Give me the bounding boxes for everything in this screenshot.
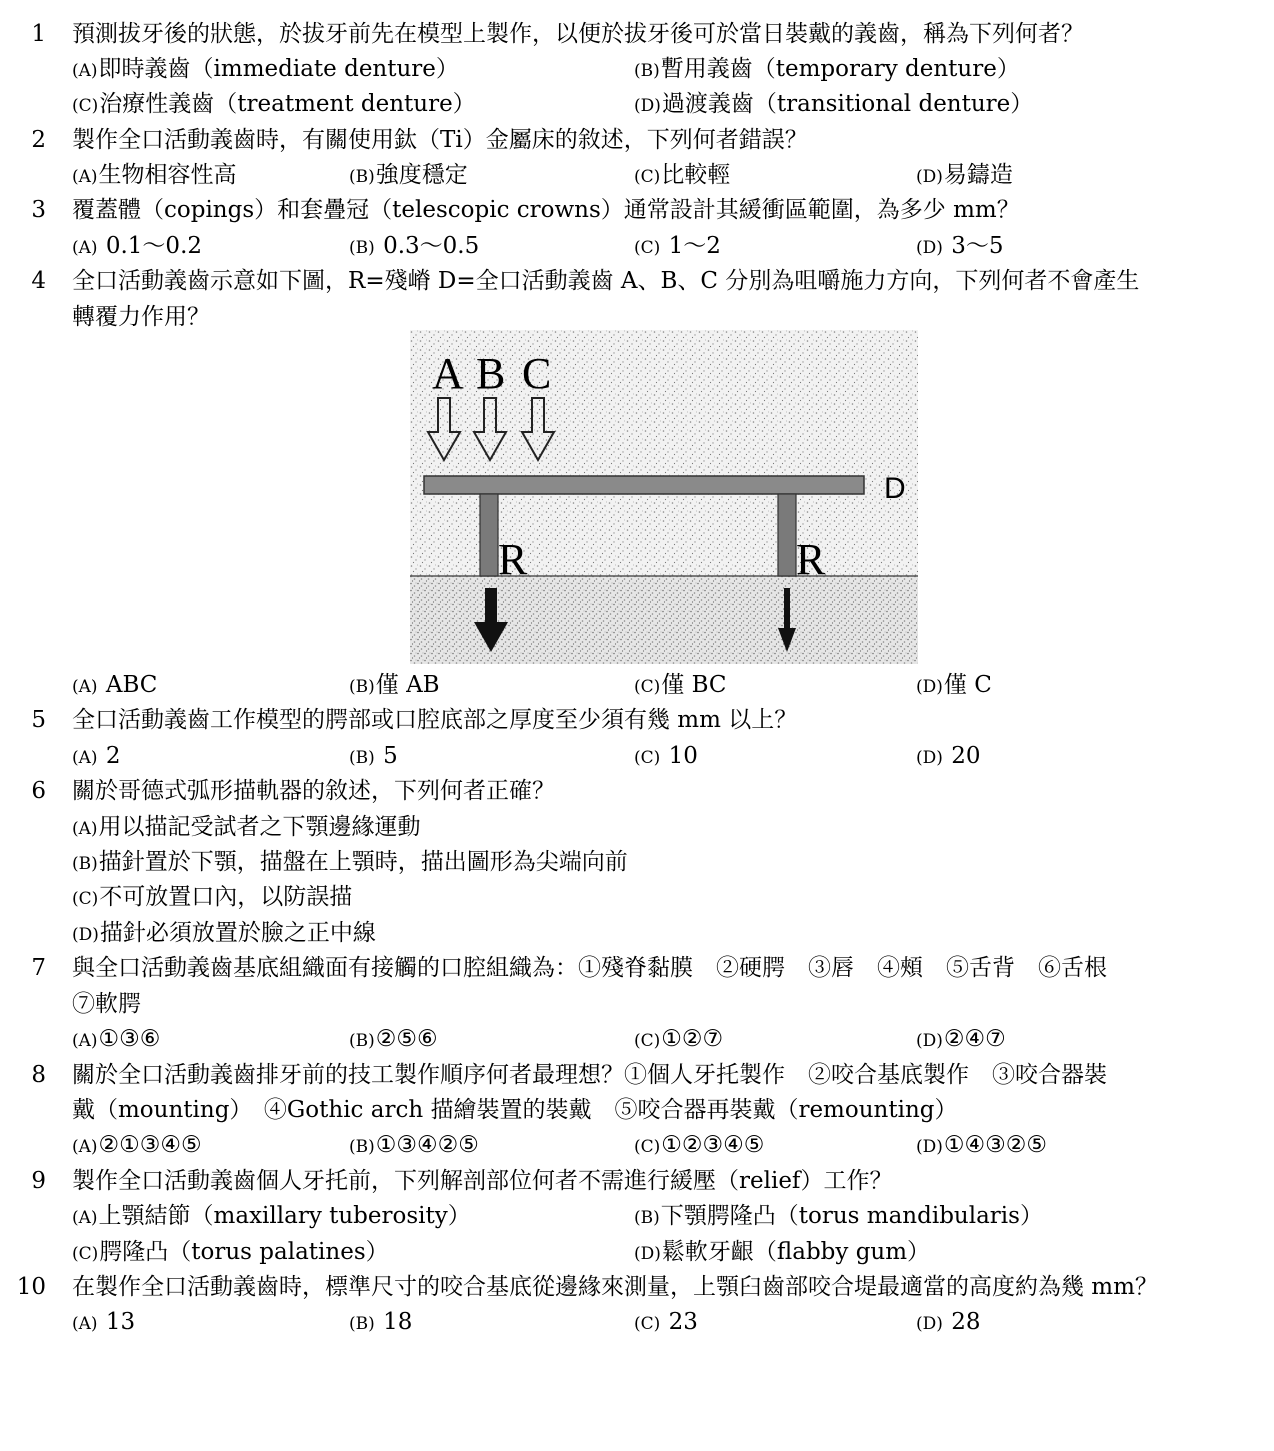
option-c[interactable]: (C)①②⑦ [634,1026,724,1052]
question-stem-continued: 戴（mounting） ④Gothic arch 描繪裝置的裝戴 ⑤咬合器再裝戴（remounting） [72,1097,958,1123]
option-b[interactable]: (B) 18 [349,1309,413,1335]
question-number: 4 [31,268,46,294]
option-b[interactable]: (B) 0.3～0.5 [349,233,480,259]
option-d[interactable]: (D) 20 [916,743,981,769]
question-stem: 製作全口活動義齒時，有關使用鈦（Ti）金屬床的敘述，下列何者錯誤？ [72,127,808,153]
option-a[interactable]: (A)①③⑥ [72,1026,161,1052]
question-stem-continued: ⑦軟腭 [72,991,141,1017]
option-c[interactable]: (C) 23 [634,1309,698,1335]
option-d[interactable]: (D) 3～5 [916,233,1004,259]
question-stem: 關於全口活動義齒排牙前的技工製作順序何者最理想？①個人牙托製作 ②咬合基底製作 ③咬合器裝 [72,1062,1107,1088]
option-a[interactable]: (A)生物相容性高 [72,162,237,188]
denture-force-diagram [410,330,918,664]
question-stem: 與全口活動義齒基底組織面有接觸的口腔組織為：①殘脊黏膜 ②硬腭 ③唇 ④頰 ⑤舌背 ⑥舌根 [72,955,1107,981]
label-a: A [432,349,464,398]
option-d[interactable]: (D)僅 C [916,672,992,698]
question-stem: 全口活動義齒示意如下圖，R=殘嵴 D=全口活動義齒 A、B、C 分別為咀嚼施力方向，下列何者不會產生 [72,268,1140,294]
question-stem-continued: 轉覆力作用？ [72,304,210,330]
option-c[interactable]: (C)比較輕 [634,162,731,188]
option-c[interactable]: (C)治療性義齒（treatment denture） [72,91,476,117]
option-d[interactable]: (D)②④⑦ [916,1026,1006,1052]
option-d[interactable]: (D)過渡義齒（transitional denture） [634,91,1034,117]
question-stem: 全口活動義齒工作模型的腭部或口腔底部之厚度至少須有幾 mm 以上？ [72,707,798,733]
option-a[interactable]: (A) 13 [72,1309,136,1335]
option-a[interactable]: (A)②①③④⑤ [72,1132,202,1158]
option-b[interactable]: (B) 5 [349,743,398,769]
option-d[interactable]: (D)①④③②⑤ [916,1132,1048,1158]
option-b[interactable]: (B)下顎腭隆凸（torus mandibularis） [634,1203,1043,1229]
option-b[interactable]: (B)②⑤⑥ [349,1026,438,1052]
option-a[interactable]: (A)即時義齒（immediate denture） [72,56,459,82]
option-c[interactable]: (C)僅 BC [634,672,727,698]
ridge-left [480,494,498,576]
option-a[interactable]: (A) 0.1～0.2 [72,233,203,259]
option-b[interactable]: (B)僅 AB [349,672,440,698]
label-r-right: R [796,535,826,584]
option-c[interactable]: (C)腭隆凸（torus palatines） [72,1239,389,1265]
question-number: 1 [31,21,46,47]
question-number: 7 [31,955,46,981]
option-d[interactable]: (D) 28 [916,1309,981,1335]
question-number: 5 [31,707,46,733]
question-number: 10 [16,1274,46,1300]
question-stem: 在製作全口活動義齒時，標準尺寸的咬合基底從邊緣來測量，上顎臼齒部咬合堤最適當的高度約為幾 mm？ [72,1274,1158,1300]
option-c[interactable]: (C) 1～2 [634,233,721,259]
question-number: 6 [31,778,46,804]
question-stem: 預測拔牙後的狀態，於拔牙前先在模型上製作，以便於拔牙後可於當日裝戴的義齒，稱為下列何者？ [72,21,1084,47]
question-number: 2 [31,127,46,153]
option-d[interactable]: (D)鬆軟牙齦（flabby gum） [634,1239,931,1265]
question-stem: 製作全口活動義齒個人牙托前，下列解剖部位何者不需進行緩壓（relief）工作？ [72,1168,893,1194]
label-b: B [476,349,506,398]
option-a[interactable]: (A)上顎結節（maxillary tuberosity） [72,1203,471,1229]
label-r-left: R [498,535,528,584]
option-b[interactable]: (B)①③④②⑤ [349,1132,479,1158]
option-a[interactable]: (A) ABC [72,672,158,698]
label-d: D [884,472,906,505]
option-c[interactable]: (C)①②③④⑤ [634,1132,765,1158]
question-stem: 關於哥德式弧形描軌器的敘述，下列何者正確？ [72,778,555,804]
question-number: 8 [31,1062,46,1088]
option-b[interactable]: (B)描針置於下顎，描盤在上顎時，描出圖形為尖端向前 [72,849,628,875]
question-number: 3 [31,197,46,223]
denture-bar [424,476,864,494]
question-number: 9 [31,1168,46,1194]
option-d[interactable]: (D)易鑄造 [916,162,1013,188]
label-c: C [522,349,552,398]
question-stem: 覆蓋體（copings）和套疊冠（telescopic crowns）通常設計其緩衝區範圍，為多少 mm？ [72,197,1020,223]
option-a[interactable]: (A)用以描記受試者之下顎邊緣運動 [72,814,421,840]
option-b[interactable]: (B)強度穩定 [349,162,468,188]
ridge-right [778,494,796,576]
option-c[interactable]: (C) 10 [634,743,698,769]
option-d[interactable]: (D)描針必須放置於臉之正中線 [72,920,376,946]
option-c[interactable]: (C)不可放置口內，以防誤描 [72,884,353,910]
option-a[interactable]: (A) 2 [72,743,121,769]
option-b[interactable]: (B)暫用義齒（temporary denture） [634,56,1020,82]
